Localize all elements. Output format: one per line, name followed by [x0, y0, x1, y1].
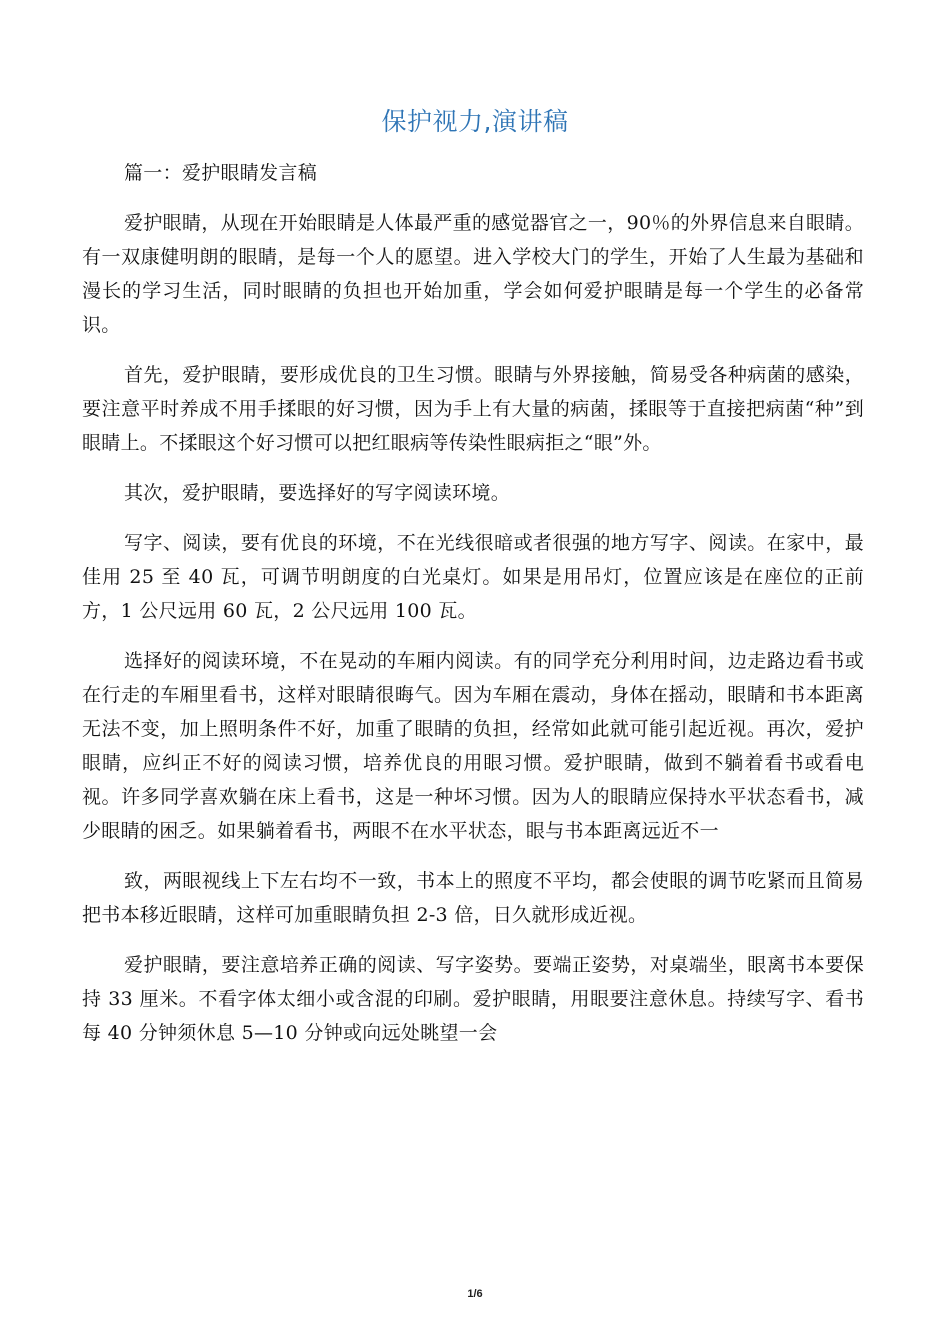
paragraph: 爱护眼睛，从现在开始眼睛是人体最严重的感觉器官之一，90％的外界信息来自眼睛。有一双康健明朗的眼睛，是每一个人的愿望。进入学校大门的学生，开始了人生最为基础和漫长的学习生活，同时眼睛的负担也开始加重，学会如何爱护眼睛是每一个学生的必备常识。 — [82, 212, 864, 336]
section-heading: 篇一：爱护眼睛发言稿 — [124, 162, 318, 184]
paragraph: 首先，爱护眼睛，要形成优良的卫生习惯。眼睛与外界接触，简易受各种病菌的感染，要注意平时养成不用手揉眼的好习惯，因为手上有大量的病菌，揉眼等于直接把病菌“种”到眼睛上。不揉眼这个好习惯可以把红眼病等传染性眼病拒之“眼”外。 — [82, 364, 864, 454]
paragraph: 致，两眼视线上下左右均不一致，书本上的照度不平均，都会使眼的调节吃紧而且简易把书本移近眼睛，这样可加重眼睛负担 2-3 倍，日久就形成近视。 — [82, 870, 864, 926]
document-title: 保护视力,演讲稿 — [381, 107, 569, 136]
page-number: 1/6 — [467, 1288, 483, 1300]
document-body — [82, 156, 864, 1066]
paragraph: 选择好的阅读环境，不在晃动的车厢内阅读。有的同学充分利用时间，边走路边看书或在行走的车厢里看书，这样对眼睛很晦气。因为车厢在震动，身体在摇动，眼睛和书本距离无法不变，加上照明条件不好，加重了眼睛的负担，经常如此就可能引起近视。再次，爱护眼睛，应纠正不好的阅读习惯，培养优良的用眼习惯。爱护眼睛，做到不躺着看书或看电视。许多同学喜欢躺在床上看书，这是一种坏习惯。因为人的眼睛应保持水平状态看书，减少眼睛的困乏。如果躺着看书，两眼不在水平状态，眼与书本距离远近不一 — [82, 650, 864, 842]
paragraph: 写字、阅读，要有优良的环境，不在光线很暗或者很强的地方写字、阅读。在家中，最佳用 25 至 40 瓦，可调节明朗度的白光桌灯。如果是用吊灯，位置应该是在座位的正前方，1 公尺远用 60 瓦，2 公尺远用 100 瓦。 — [82, 532, 864, 622]
paragraph: 其次，爱护眼睛，要选择好的写字阅读环境。 — [124, 482, 511, 504]
paragraph: 爱护眼睛，要注意培养正确的阅读、写字姿势。要端正姿势，对桌端坐，眼离书本要保持 33 厘米。不看字体太细小或含混的印刷。爱护眼睛，用眼要注意休息。持续写字、看书每 40 分钟须休息 5—10 分钟或向远处眺望一会 — [82, 954, 864, 1044]
